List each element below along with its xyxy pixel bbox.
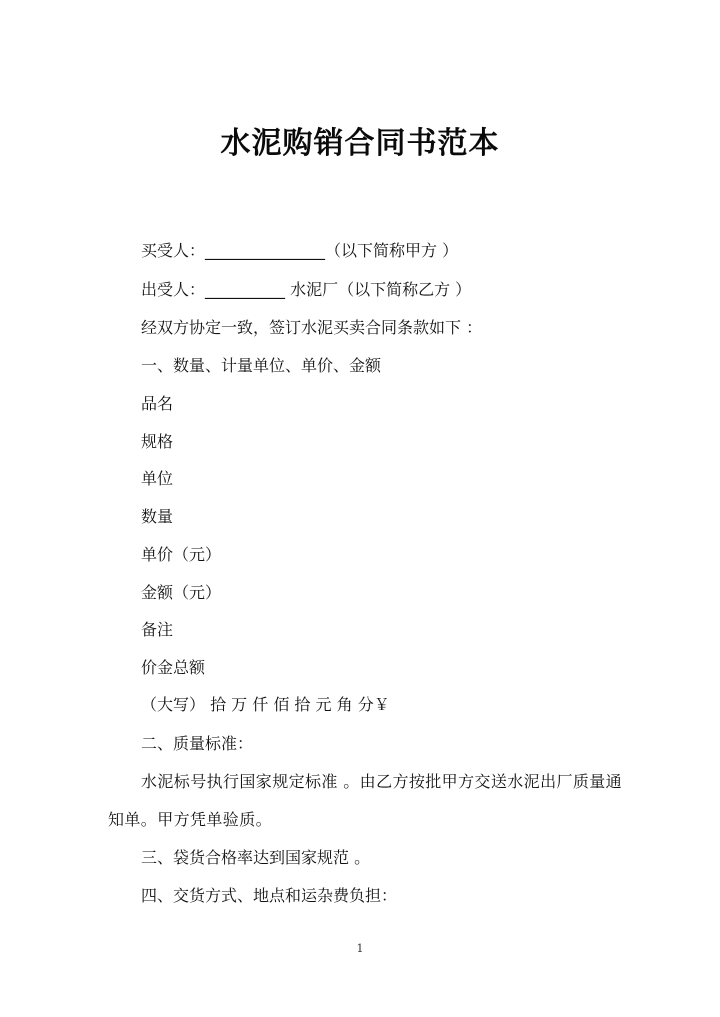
field-unit: 单位 — [141, 469, 174, 488]
page-number: 1 — [356, 942, 364, 955]
seller-line: 出受人：__________ 水泥厂（以下简称乙方 ） — [141, 280, 472, 299]
amount-in-words-line: （大写） 拾 万 仟 佰 拾 元 角 分￥ — [141, 695, 390, 714]
field-unit-price: 单价（元） — [141, 545, 222, 564]
field-quantity: 数量 — [141, 507, 174, 526]
field-remarks: 备注 — [141, 620, 174, 639]
field-amount: 金额（元） — [141, 583, 222, 602]
buyer-line: 买受人：_______________（以下简称甲方 ） — [141, 241, 459, 260]
section2-heading: 二、质量标准： — [141, 734, 254, 753]
section2-paragraph: 水泥标号执行国家规定标准 。由乙方按批甲方交送水泥出厂质量通知单。甲方凭单验质。 — [108, 772, 623, 829]
section1-heading: 一、数量、计量单位、单价、金额 — [141, 356, 382, 375]
section3-line: 三、袋货合格率达到国家规范 。 — [141, 848, 371, 867]
section4-heading: 四、交货方式、地点和运杂费负担： — [141, 886, 398, 905]
document-title: 水泥购销合同书范本 — [220, 126, 500, 161]
field-total-price: 价金总额 — [141, 658, 206, 677]
intro-line: 经双方协定一致，签订水泥买卖合同条款如下 ： — [141, 318, 483, 337]
field-specification: 规格 — [141, 432, 174, 451]
field-product-name: 品名 — [141, 394, 174, 413]
